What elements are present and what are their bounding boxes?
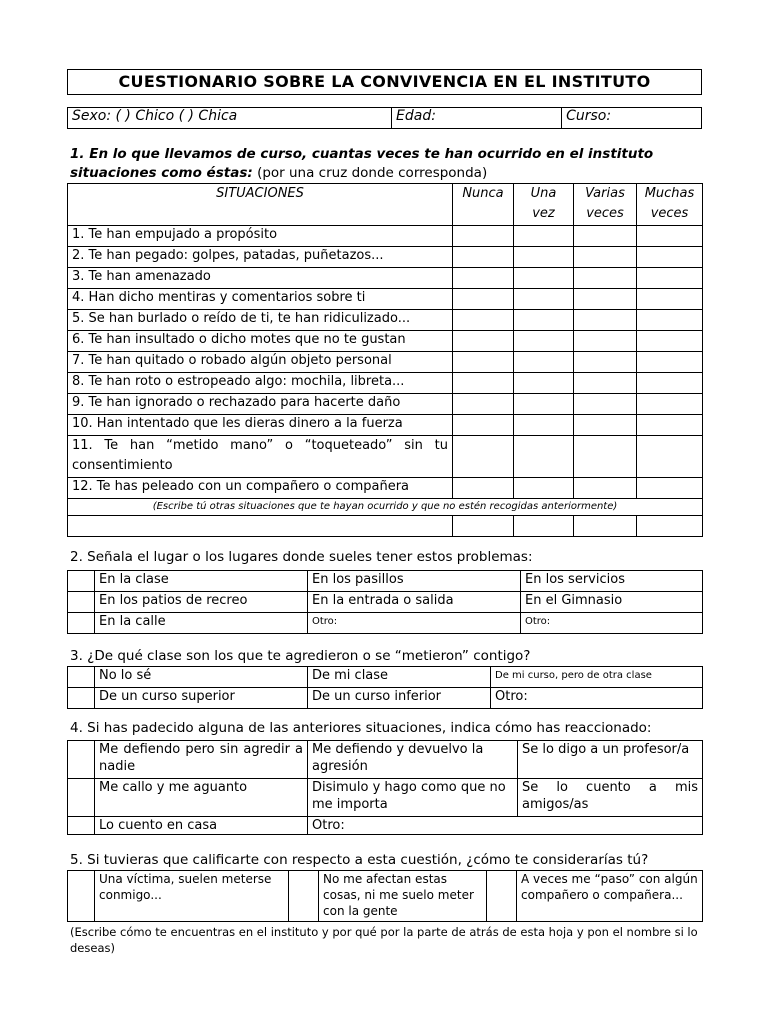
check-cell[interactable] — [574, 373, 637, 394]
reaction-option[interactable]: Me defiendo pero sin agredir a nadie — [95, 741, 308, 779]
check-cell[interactable] — [637, 478, 703, 499]
place-option[interactable]: En los pasillos — [308, 571, 521, 592]
situation-label: 8. Te han roto o estropeado algo: mochila, libreta... — [68, 373, 453, 394]
check-cell[interactable] — [514, 373, 574, 394]
table-row — [68, 415, 703, 436]
check-cell[interactable] — [637, 516, 703, 537]
place-option[interactable]: En los patios de recreo — [95, 592, 308, 613]
table-row — [68, 373, 703, 394]
check-cell[interactable] — [453, 415, 514, 436]
check-cell[interactable] — [574, 478, 637, 499]
checkbox[interactable] — [68, 817, 95, 835]
check-cell[interactable] — [514, 352, 574, 373]
place-option[interactable]: En la clase — [95, 571, 308, 592]
reaction-other-field[interactable]: Otro: — [308, 817, 703, 835]
check-cell[interactable] — [574, 516, 637, 537]
situation-label: 5. Se han burlado o reído de ti, te han ridiculizado... — [68, 310, 453, 331]
table-row — [68, 289, 703, 310]
situation-label: 2. Te han pegado: golpes, patadas, puñetazos... — [68, 247, 453, 268]
q4-reaction-table — [67, 740, 703, 835]
check-cell[interactable] — [637, 247, 703, 268]
check-cell[interactable] — [637, 373, 703, 394]
check-cell[interactable] — [453, 436, 514, 478]
place-other-field[interactable]: Otro: — [308, 613, 521, 634]
situation-label: 11. Te han “metido mano” o “toqueteado” sin tu consentimiento — [68, 436, 453, 478]
check-cell[interactable] — [453, 226, 514, 247]
check-cell[interactable] — [453, 331, 514, 352]
check-cell[interactable] — [453, 373, 514, 394]
check-cell[interactable] — [514, 478, 574, 499]
checkbox[interactable] — [487, 871, 517, 922]
checkbox[interactable] — [68, 741, 95, 779]
edad-field[interactable]: Edad: — [392, 108, 562, 129]
q3-question: 3. ¿De qué clase son los que te agredieron o se “metieron” contigo? — [70, 648, 531, 664]
checkbox[interactable] — [68, 667, 95, 688]
table-row — [68, 516, 703, 537]
check-cell[interactable] — [574, 394, 637, 415]
footnote: (Escribe cómo te encuentras en el instituto y por qué por la parte de atrás de esta hoja y pon el nombre si lo deseas) — [70, 925, 698, 955]
check-cell[interactable] — [637, 310, 703, 331]
self-option[interactable]: No me afectan estas cosas, ni me suelo meter con la gente — [319, 871, 487, 922]
q1-question-bold: 1. En lo que llevamos de curso, cuantas veces te han ocurrido en el instituto situaciones como éstas: — [70, 146, 654, 181]
aggressor-option[interactable]: De un curso superior — [95, 688, 308, 709]
checkbox[interactable] — [68, 613, 95, 634]
reaction-option[interactable]: Se lo cuento a mis amigos/as — [518, 779, 703, 817]
check-cell[interactable] — [514, 516, 574, 537]
check-cell[interactable] — [574, 268, 637, 289]
check-cell[interactable] — [574, 331, 637, 352]
table-row — [68, 268, 703, 289]
situation-label: 10. Han intentado que les dieras dinero a la fuerza — [68, 415, 453, 436]
table-row — [68, 352, 703, 373]
check-cell[interactable] — [637, 415, 703, 436]
check-cell[interactable] — [453, 268, 514, 289]
check-cell[interactable] — [514, 247, 574, 268]
reaction-option[interactable]: Me callo y me aguanto — [95, 779, 308, 817]
table-row — [68, 247, 703, 268]
check-cell[interactable] — [637, 226, 703, 247]
situation-label: 9. Te han ignorado o rechazado para hacerte daño — [68, 394, 453, 415]
checkbox[interactable] — [68, 592, 95, 613]
col-nunca: Nunca — [453, 184, 514, 226]
sexo-field[interactable]: Sexo: ( ) Chico ( ) Chica — [68, 108, 392, 129]
situation-label: 1. Te han empujado a propósito — [68, 226, 453, 247]
page-title: CUESTIONARIO SOBRE LA CONVIVENCIA EN EL INSTITUTO — [67, 69, 702, 95]
other-situations-note: (Escribe tú otras situaciones que te hayan ocurrido y que no estén recogidas anteriormente) — [68, 499, 703, 516]
q2-places-table — [67, 570, 703, 634]
reaction-option[interactable]: Lo cuento en casa — [95, 817, 308, 835]
check-cell[interactable] — [514, 289, 574, 310]
col-una-vez: Una vez — [514, 184, 574, 226]
aggressor-other-field[interactable]: Otro: — [491, 688, 703, 709]
table-row — [68, 310, 703, 331]
check-cell[interactable] — [514, 268, 574, 289]
q4-question: 4. Si has padecido alguna de las anteriores situaciones, indica cómo has reaccionado: — [70, 720, 652, 736]
aggressor-option[interactable]: De mi curso, pero de otra clase — [491, 667, 703, 688]
check-cell[interactable] — [637, 352, 703, 373]
reaction-option[interactable]: Disimulo y hago como que no me importa — [308, 779, 518, 817]
situation-label: 6. Te han insultado o dicho motes que no te gustan — [68, 331, 453, 352]
table-row — [68, 331, 703, 352]
check-cell[interactable] — [453, 394, 514, 415]
q1-question-note: (por una cruz donde corresponda) — [257, 165, 488, 181]
check-cell[interactable] — [637, 331, 703, 352]
check-cell[interactable] — [574, 310, 637, 331]
check-cell[interactable] — [637, 268, 703, 289]
situation-label: 4. Han dicho mentiras y comentarios sobre ti — [68, 289, 453, 310]
reaction-option[interactable]: Se lo digo a un profesor/a — [518, 741, 703, 779]
check-cell[interactable] — [574, 226, 637, 247]
col-varias-veces: Varias veces — [574, 184, 637, 226]
check-cell[interactable] — [574, 436, 637, 478]
check-cell[interactable] — [637, 394, 703, 415]
other-situation-input[interactable] — [68, 516, 453, 537]
check-cell[interactable] — [453, 352, 514, 373]
aggressor-option[interactable]: De mi clase — [308, 667, 491, 688]
check-cell[interactable] — [453, 310, 514, 331]
table-row — [68, 436, 703, 478]
table-row — [68, 226, 703, 247]
aggressor-option[interactable]: No lo sé — [95, 667, 308, 688]
self-option[interactable]: Una víctima, suelen meterse conmigo... — [95, 871, 289, 922]
table-row — [68, 478, 703, 499]
situation-label: 3. Te han amenazado — [68, 268, 453, 289]
q5-question: 5. Si tuvieras que calificarte con respecto a esta cuestión, ¿cómo te considerarías tú? — [70, 852, 649, 868]
q5-self-assessment-table — [67, 870, 703, 922]
check-cell[interactable] — [514, 331, 574, 352]
check-cell[interactable] — [574, 352, 637, 373]
place-other-field[interactable]: Otro: — [521, 613, 703, 634]
situation-label: 12. Te has peleado con un compañero o compañera — [68, 478, 453, 499]
check-cell[interactable] — [574, 289, 637, 310]
reaction-option[interactable]: Me defiendo y devuelvo la agresión — [308, 741, 518, 779]
q3-aggressor-table — [67, 666, 703, 709]
place-option[interactable]: En el Gimnasio — [521, 592, 703, 613]
check-cell[interactable] — [514, 415, 574, 436]
check-cell[interactable] — [514, 226, 574, 247]
checkbox[interactable] — [68, 688, 95, 709]
checkbox[interactable] — [68, 779, 95, 817]
check-cell[interactable] — [514, 310, 574, 331]
check-cell[interactable] — [574, 415, 637, 436]
check-cell[interactable] — [637, 289, 703, 310]
check-cell[interactable] — [514, 436, 574, 478]
check-cell[interactable] — [453, 478, 514, 499]
q1-question — [70, 145, 710, 183]
curso-field[interactable]: Curso: — [562, 108, 702, 129]
situation-label: 7. Te han quitado o robado algún objeto personal — [68, 352, 453, 373]
check-cell[interactable] — [453, 516, 514, 537]
place-option[interactable]: En la calle — [95, 613, 308, 634]
place-option[interactable]: En los servicios — [521, 571, 703, 592]
check-cell[interactable] — [574, 247, 637, 268]
q1-situations-table — [67, 183, 703, 537]
place-option[interactable]: En la entrada o salida — [308, 592, 521, 613]
check-cell[interactable] — [453, 289, 514, 310]
aggressor-option[interactable]: De un curso inferior — [308, 688, 491, 709]
check-cell[interactable] — [514, 394, 574, 415]
check-cell[interactable] — [637, 436, 703, 478]
student-info-table — [67, 107, 702, 129]
col-situaciones: SITUACIONES — [68, 184, 453, 226]
self-option[interactable]: A veces me “paso” con algún compañero o compañera... — [517, 871, 703, 922]
check-cell[interactable] — [453, 247, 514, 268]
q2-question: 2. Señala el lugar o los lugares donde sueles tener estos problemas: — [70, 549, 533, 565]
col-muchas-veces: Muchas veces — [637, 184, 703, 226]
table-row — [68, 394, 703, 415]
checkbox[interactable] — [289, 871, 319, 922]
checkbox[interactable] — [68, 571, 95, 592]
checkbox[interactable] — [68, 871, 95, 922]
